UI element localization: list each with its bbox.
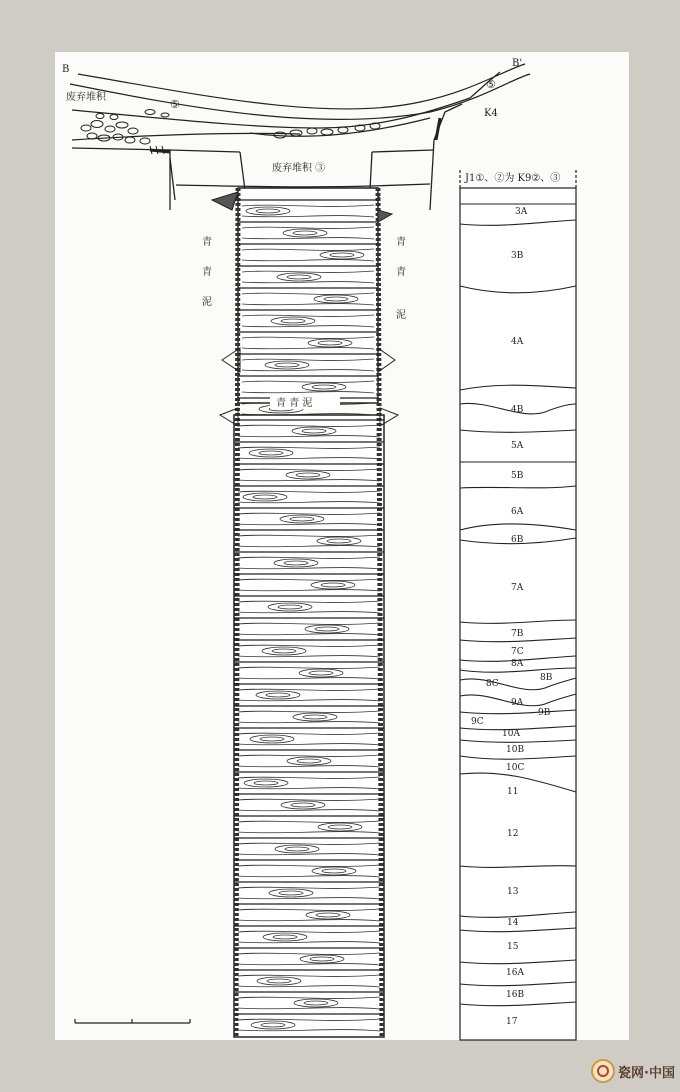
strata-label-4a: 4A xyxy=(511,337,524,347)
strata-label-15: 15 xyxy=(507,942,519,952)
strata-label-8b: 8B xyxy=(540,673,553,683)
strata-label-5b: 5B xyxy=(511,471,524,481)
site-watermark xyxy=(588,1058,678,1086)
end-label-right: B' xyxy=(512,58,523,69)
clay-label-right-2: 青 xyxy=(396,267,406,278)
waste-deposit-label-left: 废弃堆积 xyxy=(66,92,106,103)
strata-label-11: 11 xyxy=(507,787,519,797)
waste-deposit-label-center: 废弃堆积 ③ xyxy=(272,163,326,174)
strata-label-9a: 9A xyxy=(511,698,524,708)
strata-label-10b: 10B xyxy=(506,745,525,755)
strata-label-6b: 6B xyxy=(511,535,524,545)
waste-deposit-number-left: ⑤ xyxy=(170,98,180,111)
strata-label-6a: 6A xyxy=(511,507,524,517)
strata-label-7c: 7C xyxy=(511,647,524,657)
strata-label-7a: 7A xyxy=(511,583,524,593)
pit-label: K4 xyxy=(484,108,498,119)
strata-label-17: 17 xyxy=(506,1017,518,1027)
strata-label-7b: 7B xyxy=(511,629,524,639)
strata-label-4b: 4B xyxy=(511,405,524,415)
strata-label-16b: 16B xyxy=(506,990,525,1000)
strata-label-10a: 10A xyxy=(502,729,520,739)
scale-bar xyxy=(75,1019,190,1023)
clay-label-mid: 青 青 泥 xyxy=(276,398,313,409)
clay-label-left-1: 青 xyxy=(202,237,212,248)
strata-label-12: 12 xyxy=(507,829,519,839)
site-brand-text: 瓷网·中国 xyxy=(618,1066,675,1081)
strata-column xyxy=(460,170,576,1040)
strata-label-8c: 8C xyxy=(486,679,499,689)
strata-label-9b: 9B xyxy=(538,708,551,718)
strata-label-13: 13 xyxy=(507,887,519,897)
top-profile xyxy=(70,64,530,140)
strata-label-3a: 3A xyxy=(515,207,528,217)
clay-label-left-2: 青 xyxy=(202,267,212,278)
end-label-left: B xyxy=(62,64,70,75)
clay-label-right-3: 泥 xyxy=(396,310,406,321)
strata-label-8a: 8A xyxy=(511,659,524,669)
strata-label-9c: 9C xyxy=(471,717,484,727)
strata-label-14: 14 xyxy=(507,918,519,928)
clay-label-right-1: 青 xyxy=(396,237,406,248)
strata-label-3b: 3B xyxy=(511,251,524,261)
strata-label-5a: 5A xyxy=(511,441,524,451)
clay-label-left-3: 泥 xyxy=(202,297,212,308)
seal-logo-icon xyxy=(590,1058,616,1084)
waste-deposit-number-right: ⑤ xyxy=(486,78,496,91)
strata-label-10c: 10C xyxy=(506,763,525,773)
strata-label-16a: 16A xyxy=(506,968,524,978)
column-header: J1①、②为 K9②、③ xyxy=(465,173,561,184)
